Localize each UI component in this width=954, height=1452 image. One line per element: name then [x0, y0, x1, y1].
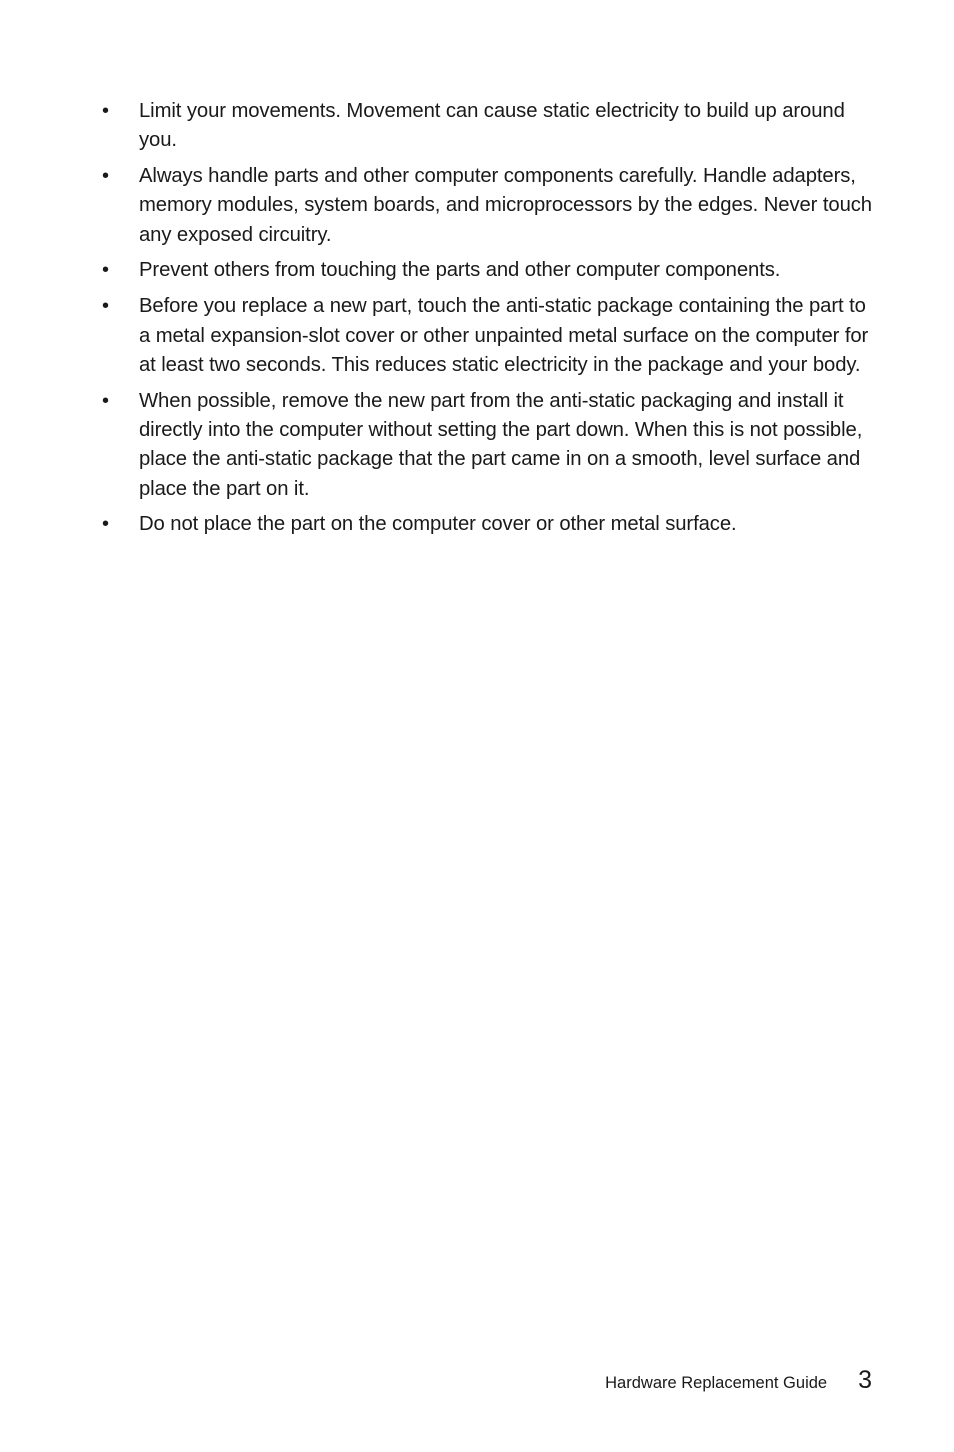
list-item-text: Limit your movements. Movement can cause static electricity to build up around you. — [139, 100, 845, 152]
footer-title: Hardware Replacement Guide — [605, 1374, 828, 1392]
list-item-text: Always handle parts and other computer components carefully. Handle adapters, memory modules, system boards, and microprocessors by the edges. Never touch any exposed circuitry. — [139, 165, 872, 246]
bullet-icon: • — [102, 100, 109, 122]
bullet-icon: • — [102, 165, 109, 188]
bullet-icon: • — [102, 513, 109, 536]
list-item — [0, 162, 879, 250]
list-item-text: Do not place the part on the computer cover or other metal surface. — [139, 513, 737, 536]
list-item — [0, 97, 879, 156]
precautions-list — [0, 97, 954, 546]
list-item — [0, 510, 879, 539]
bullet-icon: • — [102, 295, 109, 318]
list-item — [0, 292, 879, 380]
bullet-icon: • — [102, 389, 109, 412]
page-number: 3 — [858, 1366, 872, 1394]
list-item-text: Before you replace a new part, touch the anti-static package containing the part to a metal expansion-slot cover or other unpainted metal surface on the computer for at least two seconds. This reduces static electricity in the package and your body. — [139, 295, 869, 376]
page-footer — [605, 1366, 872, 1395]
list-item-text: When possible, remove the new part from the anti-static packaging and install it directly into the computer without setting the part down. When this is not possible, place the anti-static package that the part came in on a smooth, level surface and place the part on it. — [139, 389, 863, 500]
list-item — [0, 387, 879, 504]
list-item-text: Prevent others from touching the parts and other computer components. — [139, 259, 781, 282]
bullet-icon: • — [102, 259, 109, 282]
list-item — [0, 256, 879, 285]
